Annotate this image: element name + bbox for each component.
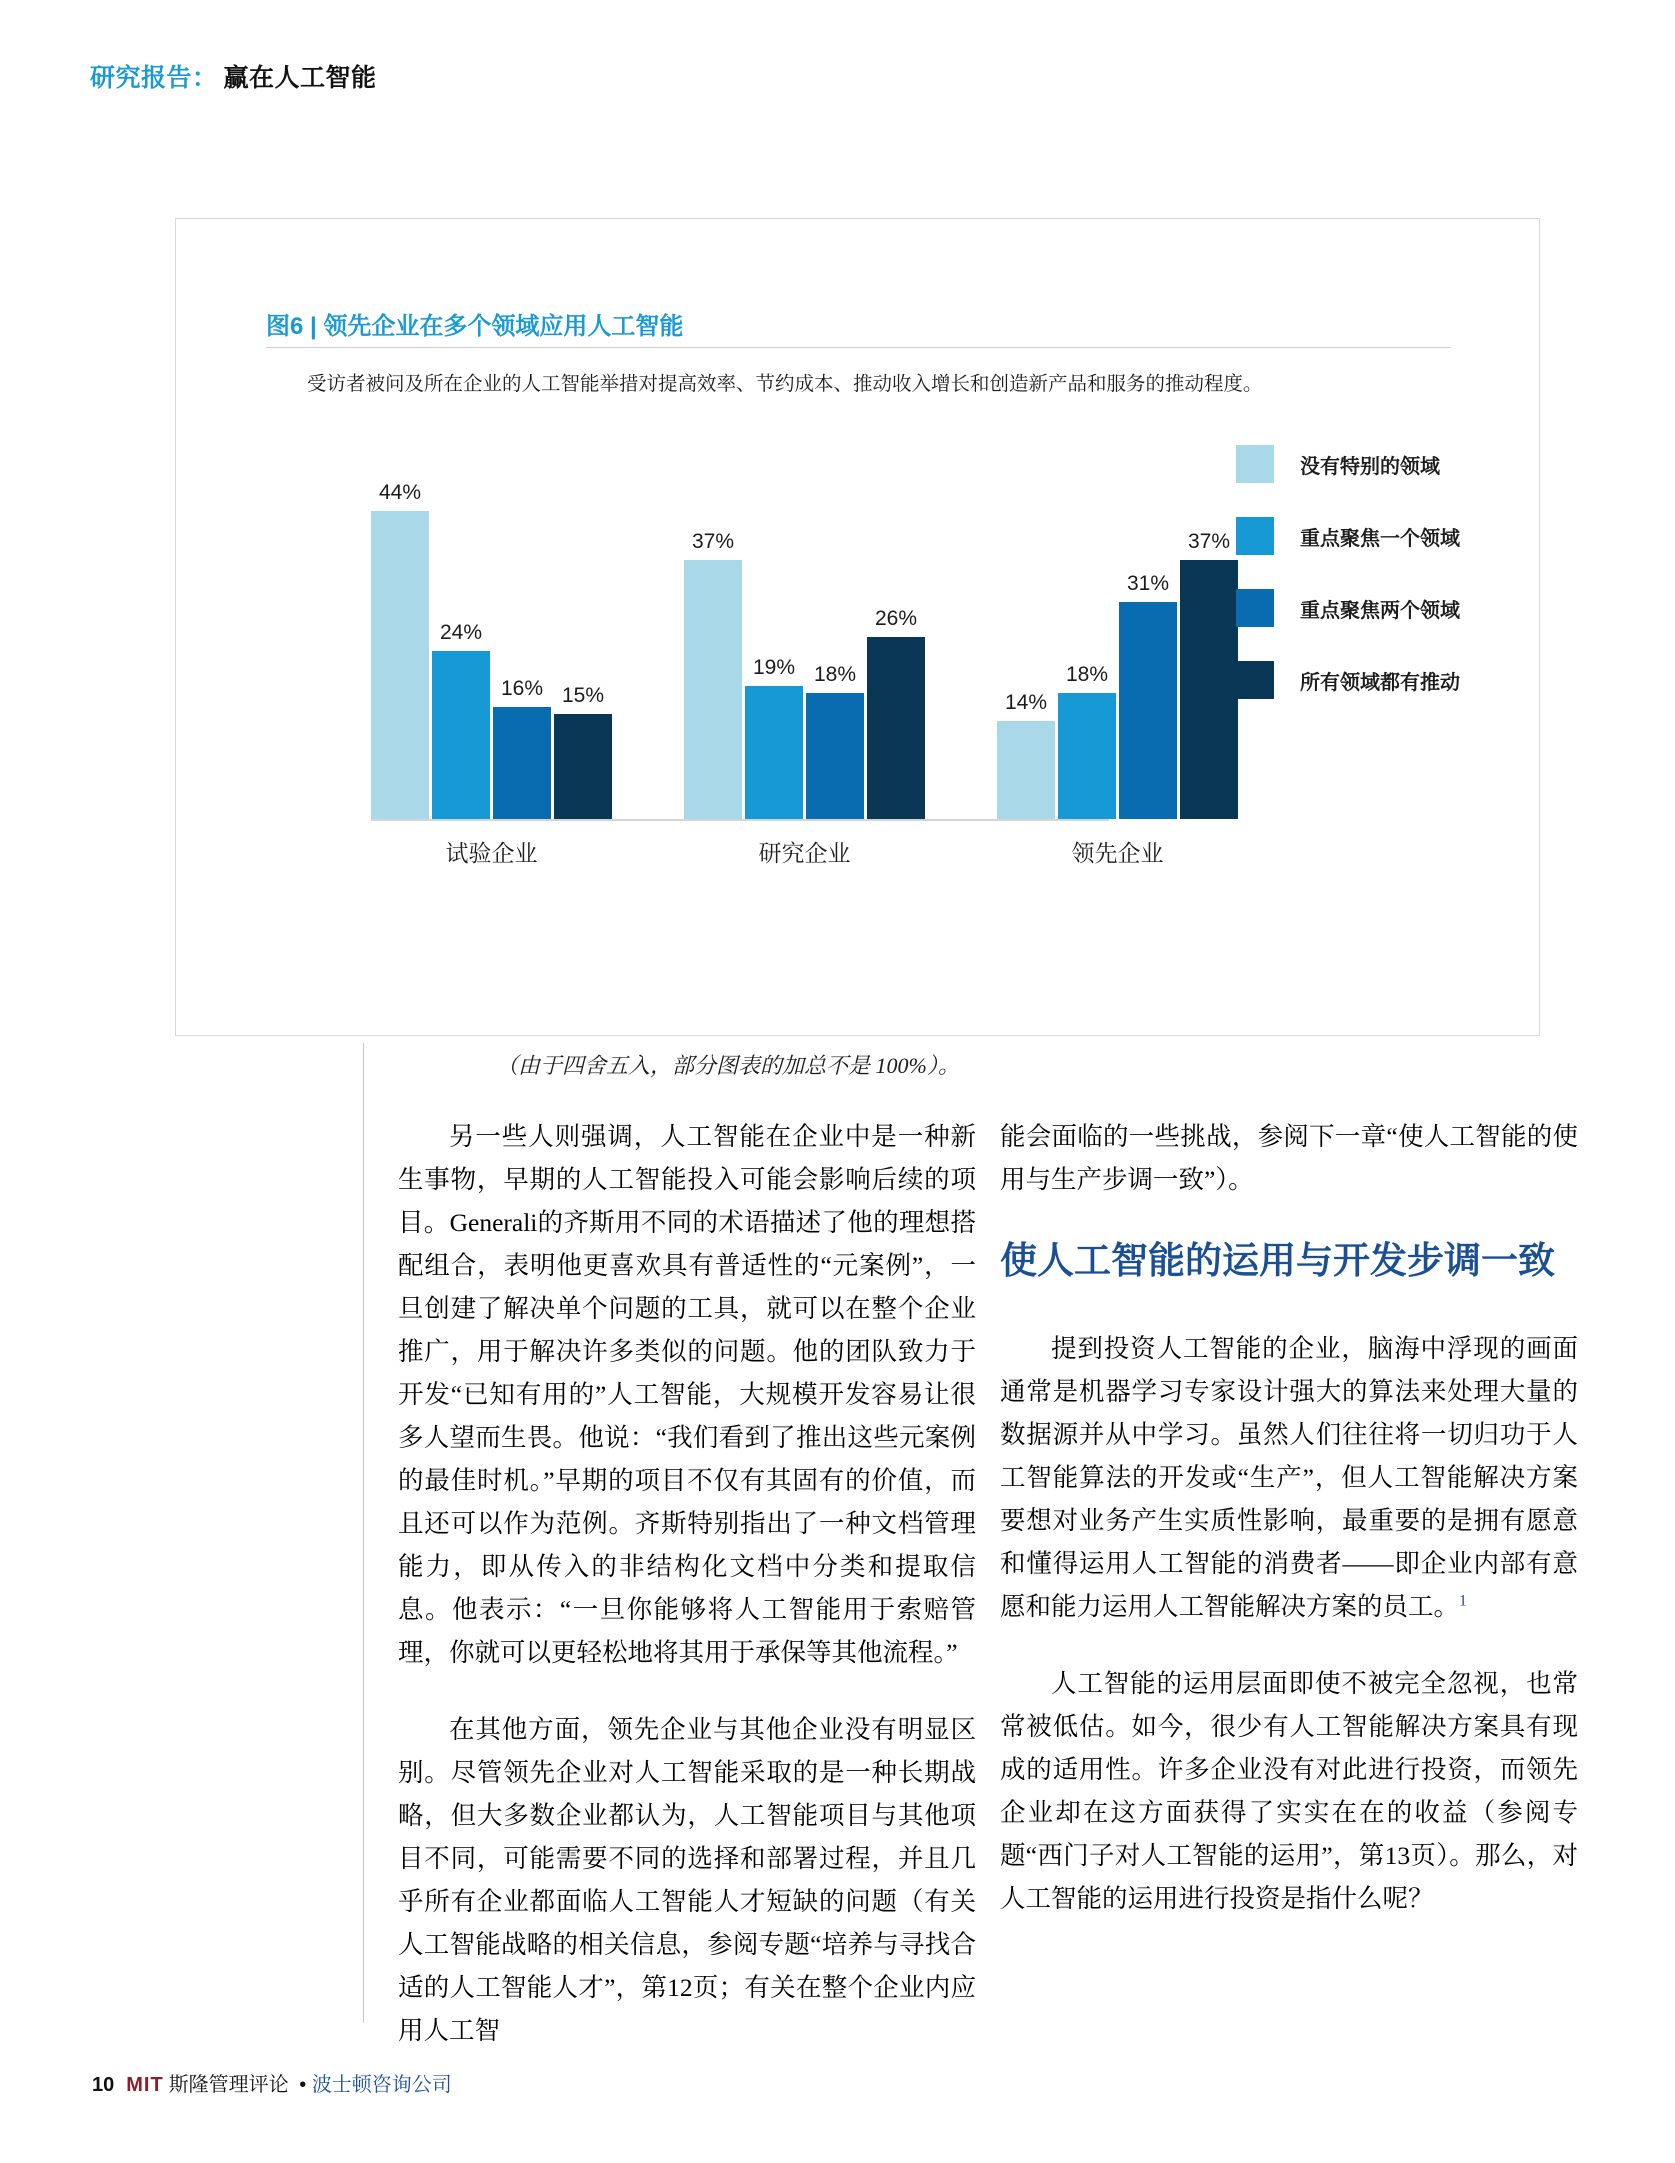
paragraph-left-2: 在其他方面，领先企业与其他企业没有明显区别。尽管领先企业对人工智能采取的是一种长期战略，但大多数企业都认为，人工智能项目与其他项目不同，可能需要不同的选择和部署过程，并且几乎所有企业都面临人工智能人才短缺的问题（有关人工智能战略的相关信息，参阅专题“培养与寻找合适的人工智能人才”，第12页；有关在整个企业内应用人工智 — [398, 1715, 976, 2045]
bar-column — [371, 469, 429, 819]
running-header-title: 赢在人工智能 — [223, 64, 377, 92]
bar[interactable] — [432, 651, 490, 819]
chart-legend — [1236, 441, 1460, 729]
exhibit-title: 图6 | 领先企业在多个领域应用人工智能 — [266, 313, 684, 340]
legend-swatch-icon — [1236, 445, 1274, 483]
paragraph-right-2-text: 提到投资人工智能的企业，脑海中浮现的画面通常是机器学习专家设计强大的算法来处理大量的数据源并从中学习。虽然人们往往将一切归功于人工智能算法的开发或“生产”，但人工智能解决方案要想对业务产生实质性影响，最重要的是拥有愿意和懂得运用人工智能的消费者——即企业内部有意愿和能力运用人工智能解决方案的员工。 — [1000, 1334, 1578, 1621]
bar-column — [684, 469, 742, 819]
bar[interactable] — [493, 707, 551, 819]
bar-value-label: 19% — [752, 656, 796, 679]
legend-label: 没有特别的领域 — [1300, 455, 1440, 478]
category-label: 领先企业 — [1071, 840, 1164, 866]
bar-value-label: 44% — [378, 481, 422, 504]
page-number: 10 — [92, 2074, 115, 2096]
bar-column — [432, 469, 490, 819]
footer-separator: • — [293, 2074, 312, 2096]
section-heading: 使人工智能的运用与开发步调一致 — [1000, 1240, 1555, 1281]
legend-swatch-icon — [1236, 517, 1274, 555]
bar-value-label: 18% — [1065, 663, 1109, 686]
chart-baseline-axis — [371, 819, 1109, 821]
exhibit-title-divider — [266, 347, 1451, 348]
bar[interactable] — [554, 714, 612, 819]
bar-value-label: 26% — [874, 607, 918, 630]
bar-column — [1119, 469, 1177, 819]
legend-swatch-icon — [1236, 589, 1274, 627]
running-header — [90, 58, 377, 94]
footnote-marker[interactable]: 1 — [1459, 1592, 1467, 1610]
bar-group — [371, 469, 612, 819]
legend-item[interactable] — [1236, 441, 1460, 487]
bar[interactable] — [1058, 693, 1116, 819]
running-header-label: 研究报告： — [90, 64, 218, 92]
bar-column — [1058, 469, 1116, 819]
bar[interactable] — [806, 693, 864, 819]
bar[interactable] — [745, 686, 803, 819]
legend-item[interactable] — [1236, 585, 1460, 631]
bar-value-label: 37% — [1187, 530, 1231, 553]
bar[interactable] — [1180, 560, 1238, 819]
category-label: 试验企业 — [445, 840, 538, 866]
legend-item[interactable] — [1236, 657, 1460, 703]
bar-column — [554, 469, 612, 819]
chart-plot-area — [371, 469, 1231, 819]
bar[interactable] — [684, 560, 742, 819]
bar-value-label: 31% — [1126, 572, 1170, 595]
footer-publication: 斯隆管理评论 — [168, 2074, 289, 2096]
paragraph-right-2 — [1000, 1327, 1578, 1628]
page-footer — [92, 2068, 452, 2097]
paragraph-right-1: 能会面临的一些挑战，参阅下一章“使人工智能的使用与生产步调一致”）。 — [1000, 1122, 1578, 1194]
bar-value-label: 24% — [439, 621, 483, 644]
legend-label: 重点聚焦一个领域 — [1300, 527, 1460, 550]
category-label: 研究企业 — [758, 840, 851, 866]
legend-item[interactable] — [1236, 513, 1460, 559]
bar[interactable] — [997, 721, 1055, 819]
paragraph-right-3: 人工智能的运用层面即使不被完全忽视，也常常被低估。如今，很少有人工智能解决方案具有现成的适用性。许多企业没有对此进行投资，而领先企业却在这方面获得了实实在在的收益（参阅专题“西门子对人工智能的运用”，第13页）。那么，对人工智能的运用进行投资是指什么呢？ — [1000, 1669, 1578, 1913]
bar-column — [1180, 469, 1238, 819]
bar-column — [867, 469, 925, 819]
bar-chart — [266, 455, 1460, 899]
chart-note: （由于四舍五入，部分图表的加总不是 100%）。 — [496, 1053, 960, 1078]
bar-value-label: 18% — [813, 663, 857, 686]
footer-mit: MIT — [126, 2074, 164, 2096]
bar-column — [493, 469, 551, 819]
legend-swatch-icon — [1236, 661, 1274, 699]
bar-group — [684, 469, 925, 819]
bar[interactable] — [867, 637, 925, 819]
bar-value-label: 14% — [1004, 691, 1048, 714]
bar[interactable] — [1119, 602, 1177, 819]
bar-value-label: 37% — [691, 530, 735, 553]
column-divider — [363, 1043, 364, 2023]
exhibit-panel — [175, 218, 1540, 1078]
legend-label: 所有领域都有推动 — [1300, 671, 1460, 694]
bar-column — [745, 469, 803, 819]
bar-column — [997, 469, 1055, 819]
exhibit-subtitle: 受访者被问及所在企业的人工智能举措对提高效率、节约成本、推动收入增长和创造新产品和服务的推动程度。 — [306, 373, 1263, 395]
bar-group — [997, 469, 1238, 819]
legend-label: 重点聚焦两个领域 — [1300, 599, 1460, 622]
body-column-left — [398, 1115, 976, 2086]
bar-column — [806, 469, 864, 819]
footer-partner: 波士顿咨询公司 — [311, 2074, 452, 2096]
bar[interactable] — [371, 511, 429, 819]
bar-value-label: 16% — [500, 677, 544, 700]
paragraph-left-1: 另一些人则强调，人工智能在企业中是一种新生事物，早期的人工智能投入可能会影响后续的项目。Generali的齐斯用不同的术语描述了他的理想搭配组合，表明他更喜欢具有普适性的“元案例”，一旦创建了解决单个问题的工具，就可以在整个企业推广，用于解决许多类似的问题。他的团队致力于开发“已知有用的”人工智能，大规模开发容易让很多人望而生畏。他说：“我们看到了推出这些元案例的最佳时机。”早期的项目不仅有其固有的价值，而且还可以作为范例。齐斯特别指出了一种文档管理能力，即从传入的非结构化文档中分类和提取信息。他表示：“一旦你能够将人工智能用于索赔管理，你就可以更轻松地将其用于承保等其他流程。” — [398, 1122, 976, 1667]
bar-value-label: 15% — [561, 684, 605, 707]
body-column-right — [1000, 1115, 1578, 1954]
